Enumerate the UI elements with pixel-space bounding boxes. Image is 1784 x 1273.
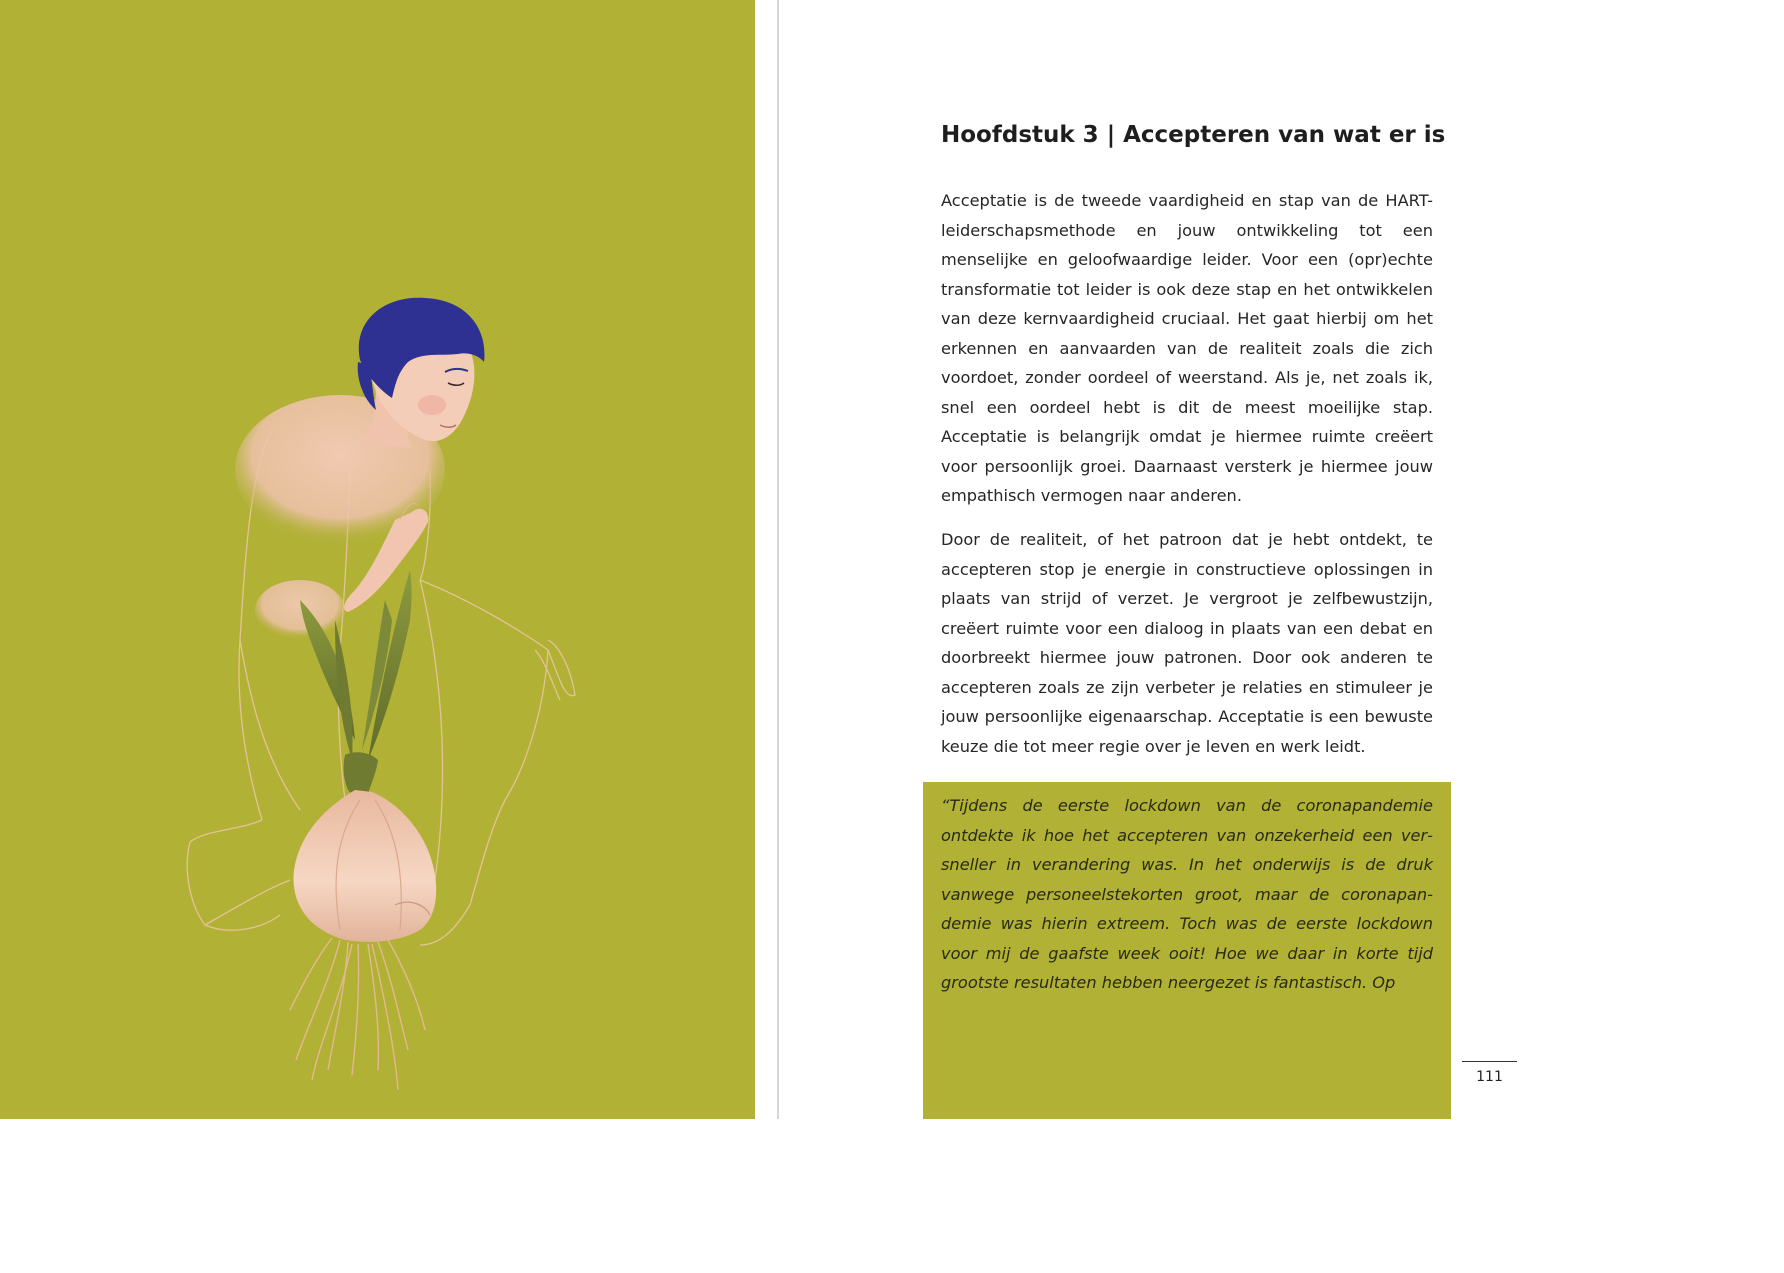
roots: [290, 938, 425, 1090]
page-number: 111: [1476, 1069, 1503, 1085]
quote-text: “Tijdens de eerste lockdown van de coronapandemie ontdekte ik hoe het accepteren van onzekerheid een versneller in verandering was. In het onderwijs is de druk vanwege personeelstekorten groot, maar de coronapandemie was hierin extreem. Toch was de eerste lockdown voor mij de gaafste week ooit! Hoe we daar in korte tijd grootste resultaten hebben neergezet is fantastisch. Op: [941, 796, 1433, 992]
page-gutter: [777, 0, 779, 1119]
quote-box: [923, 782, 1451, 1119]
bulb-neck: [344, 752, 378, 796]
illustration-page: [0, 0, 755, 1119]
leaf-right: [368, 570, 412, 760]
bulb: [293, 790, 436, 942]
body-paragraph-2: Door de realiteit, of het patroon dat je hebt ontdekt, te accepteren stop je energie in constructieve oplossingen in plaats van strijd of verzet. Je vergroot je zelfbewustzijn, creëert ruimte voor een dialoog in plaats van een debat en doorbreekt hiermee jouw patronen. Door ook anderen te accepteren zoals ze zijn verbeter je relaties en stimuleer je jouw persoonlijke eigenaarschap. Acceptatie is een bewuste keuze die tot meer regie over je leven en werk leidt.: [941, 530, 1433, 756]
body-paragraph-1: Acceptatie is de tweede vaardigheid en stap van de HART-leiderschapsmethode en jouw ontwikkeling tot een menselijke en geloofwaardige leider. Voor een (opr)echte transformatie tot leider is ook deze stap en het ontwikkelen van deze kernvaardigheid cruciaal. Het gaat hierbij om het erkennen en aanvaarden van de realiteit zoals die zich voordoet, zonder oordeel of weerstand. Als je, net zoals ik, snel een oordeel hebt is dit de meest moeilijke stap. Acceptatie is belangrijk omdat je hiermee ruimte creëert voor persoonlijk groei. Daarnaast versterk je hiermee jouw empathisch vermogen naar anderen.: [941, 191, 1433, 505]
kneeling-figure-illustration: [0, 0, 755, 1119]
page-number-rule: [1462, 1061, 1517, 1062]
cheek: [418, 395, 446, 415]
arm-skin: [255, 580, 345, 640]
text-page: [780, 0, 1549, 1119]
chapter-title: Hoofdstuk 3 | Accepteren van wat er is: [941, 122, 1446, 148]
